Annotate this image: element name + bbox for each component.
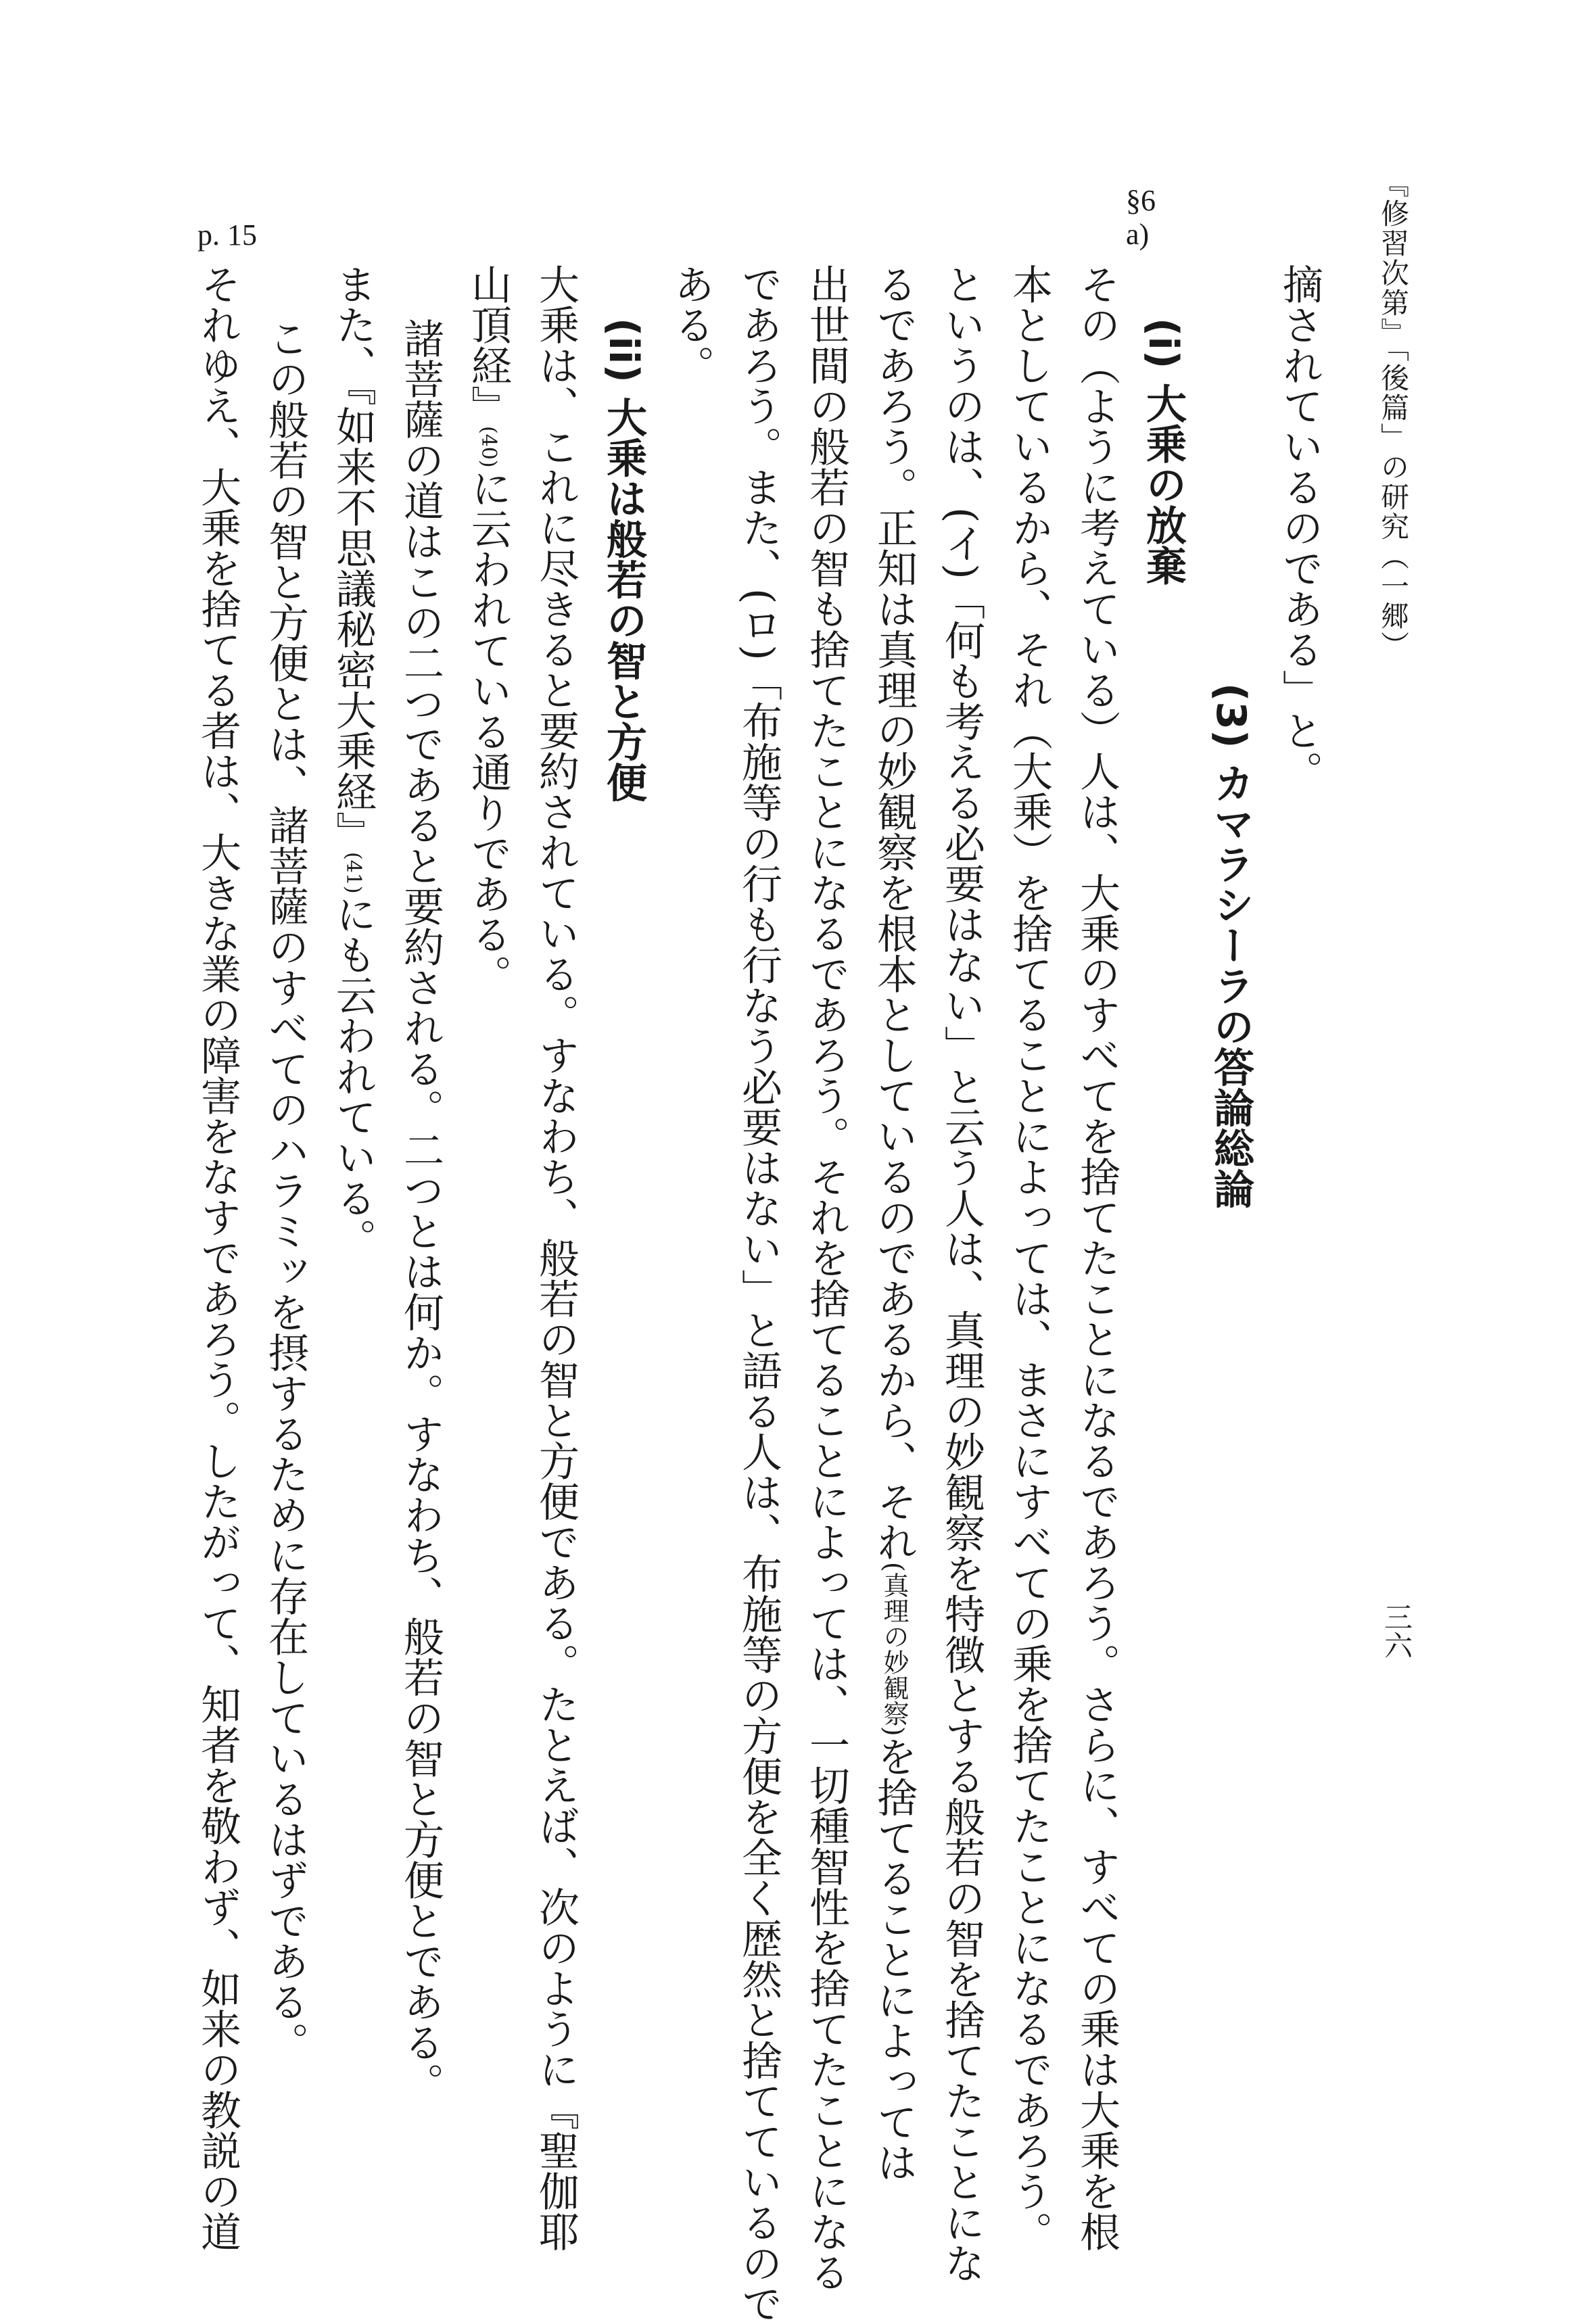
text-line: 出世間の般若の智も捨てたことになるであろう。それを捨てることによっては、一切種智性を捨てたことになる — [803, 264, 850, 2292]
text-line — [329, 264, 377, 1259]
text-segment: るであろう。正知は真理の妙観察を根本としているのであるから、それ — [870, 264, 918, 1562]
inline-gloss: (真理の妙観察) — [879, 1562, 909, 1736]
section-marker-number: §6 — [1126, 184, 1156, 217]
text-segment: を捨てることによっては — [870, 1736, 918, 2183]
text-line: 本としているから、それ（大乗）を捨てることによっては、まさにすべての乗を捨てたことになるであろう。 — [1006, 264, 1053, 2252]
text-line: というのは、(イ)「何も考える必要はない」と云う人は、真理の妙観察を特徴とする般若の智を捨てたことにな — [938, 264, 985, 2283]
text-line: 大乗は、これに尽きると要約されている。すなわち、般若の智と方便である。たとえば、次のように『聖伽耶 — [532, 264, 580, 2252]
text-segment: に云われている通りである。 — [465, 467, 512, 995]
section-marker — [1126, 184, 1156, 252]
text-segment: にも云われている。 — [329, 893, 377, 1259]
subsection-heading: (i) 大乗の放棄 — [1139, 318, 1187, 586]
footnote-ref-41: (41) — [341, 852, 365, 894]
text-line — [870, 264, 918, 2183]
footnote-ref-40: (40) — [477, 426, 500, 468]
text-line: この般若の智と方便とは、諸菩薩のすべてのハラミッを摂するために存在しているはずである。 — [262, 318, 309, 2062]
text-line — [465, 264, 512, 995]
section-marker-subsection: a) — [1126, 218, 1150, 251]
text-line: であろう。また、(ロ)「布施等の行も行なう必要はない」と語る人は、布施等の方便を全く歴然と捨てているので — [735, 264, 782, 2324]
text-line: 摘されているのである」と。 — [1276, 264, 1323, 791]
text-line: その（ように考えている）人は、大乗のすべてを捨てたことになるであろう。さらに、すべての乗は大乗を根 — [1073, 264, 1120, 2252]
text-segment: また、『如来不思議秘密大乗経』 — [329, 264, 377, 852]
subsection-heading: (ii) 大乗は般若の智と方便 — [600, 318, 647, 803]
page-reference: p. 15 — [197, 218, 257, 252]
page-number: 三六 — [1380, 1603, 1413, 1659]
text-line: ある。 — [667, 264, 715, 385]
running-header: 『修習次第』「後篇」の研究（一郷） — [1377, 169, 1410, 661]
text-line: 諸菩薩の道はこの二つであると要約される。二つとは何か。すなわち、般若の智と方便とである。 — [397, 318, 444, 2103]
text-segment: 山頂経』 — [465, 264, 512, 426]
text-line: それゆえ、大乗を捨てる者は、大きな業の障害をなすであろう。したがって、知者を敬わず、如来の教説の道 — [194, 264, 241, 2252]
section-heading: (3) カマラシーラの答論総論 — [1207, 683, 1254, 1209]
